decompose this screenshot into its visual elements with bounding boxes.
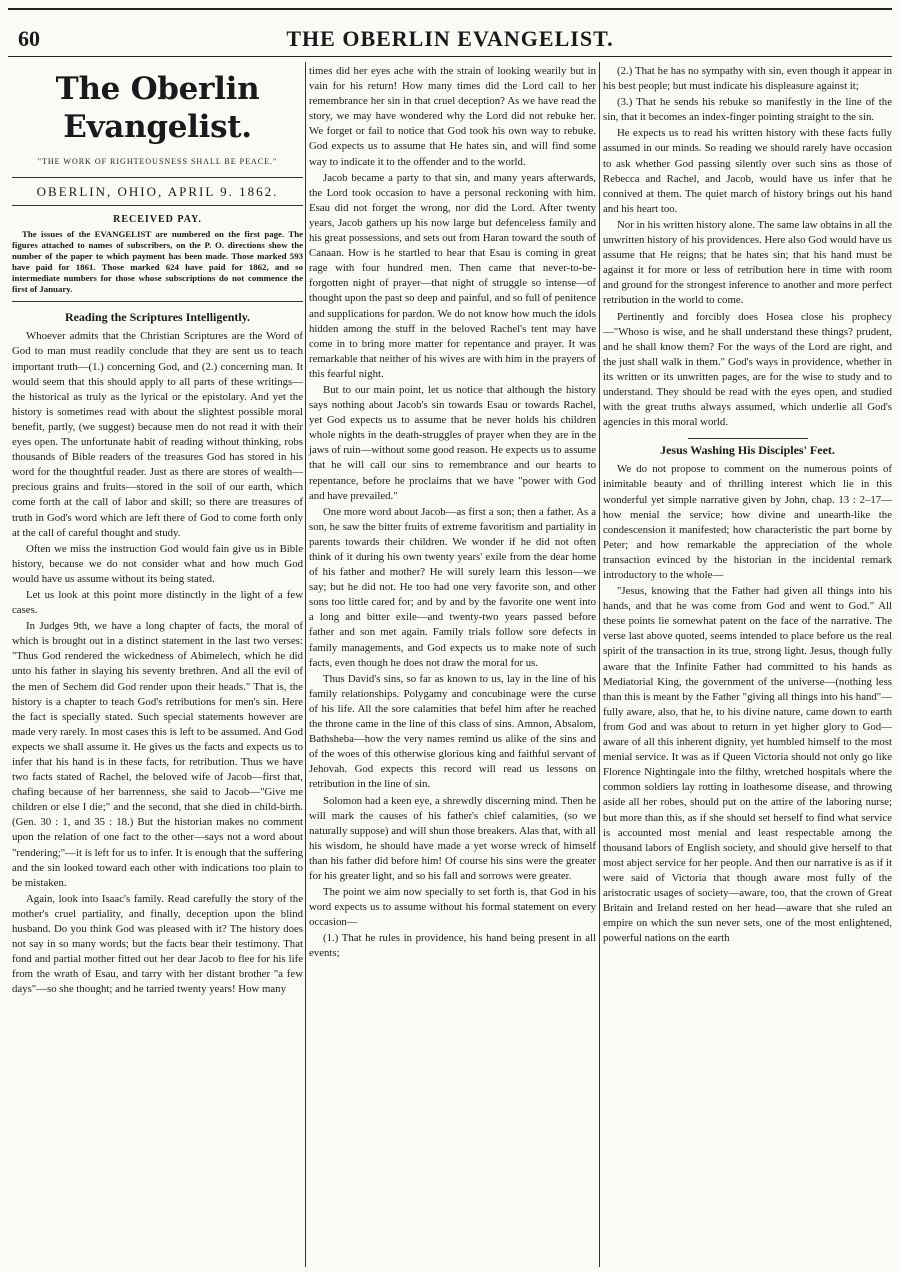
masthead-title: The Oberlin Evangelist. xyxy=(55,71,260,145)
dateline: OBERLIN, OHIO, APRIL 9. 1862. xyxy=(12,177,303,206)
article-paragraph: Pertinently and forcibly does Hosea close his prophecy—"Whoso is wise, and he shall understand these things? prudent, and he shall know them? For the ways of the Lord are right, and the just shall walk in them." God's ways in providence, whether in its written or its unwritten pages, are for the wise to study and to understand. They should be read with the eyes open, and studied with the great truths always assumed, which underlie all God's agencies in this moral world. xyxy=(603,310,892,429)
column-1 xyxy=(12,64,303,999)
article-paragraph: (2.) That he has no sympathy with sin, even though it appear in his best people; but must indicate his displeasure against it; xyxy=(603,65,892,93)
article-paragraph: times did her eyes ache with the strain of looking wearily but in vain for his return! How many times did the Lord call to her remembrance her sin in that cruel deception? As we have read the story, we may have wondered why the Lord did not rebuke her. We forget or fail to notice that God took his own way to rebuke. God expects us to assume that He hates sin, and will find some way to indicate it to the offender and to the world. xyxy=(309,65,596,168)
notice-text: The issues of the EVANGELIST are numbered on the first page. The figures attached to names of subscribers, on the P. O. directions show the number of the paper to which payment has been made. Those marked 593 have paid for 1861. Those marked 624 have paid for 1862, and so intermediate numbers for those whose subscriptions do not commence the first of January. xyxy=(12,229,303,302)
masthead-motto: "THE WORK OF RIGHTEOUSNESS SHALL BE PEACE." xyxy=(37,157,278,166)
running-title: THE OBERLIN EVANGELIST. xyxy=(286,26,614,51)
article-paragraph: Jacob became a party to that sin, and many years afterwards, the Lord took occasion to have a personal reckoning with him. Esau did not forget the wrong, nor did the Lord. After twenty years, Jacob gathers up his now large but defenceless family and his great possessions, and sets out from Haran toward the south of Canaan. How is he startled to hear that Esau is coming in great rage with four hundred men. Then came that never-to-be-forgotten night of prayer—that night of struggle so intense—of thought upon the past so deep and painful, and so full of penitence and supplications for pardon. We do not know how much the idols hidden among the stuff in the beloved Rachel's tent may have come in to bring more matter for repentance and prayer. It was remarkable that neither of his wives are with him in the prayers of this fearful night. xyxy=(309,171,596,380)
article-paragraph: Let us look at this point more distinctly in the light of a few cases. xyxy=(12,588,303,617)
article-paragraph: But to our main point, let us notice that although the history says nothing about Jacob's sin towards Esau or towards Rachel, yet God expects us to assume that he never holds his children whole nights in the death-struggles of prayer when they are in the jaws of ruin—without some good reason. He expects us to assume that he will call our sins to remembrance and our hearts to repentance, before he proclaims that we have "power with God and have prevailed." xyxy=(309,383,596,502)
top-border xyxy=(8,8,892,10)
article-paragraph: In Judges 9th, we have a long chapter of facts, the moral of which is brought out in a distinct statement in the last two verses: "Thus God rendered the wickedness of Abimelech, which he did unto his father in slaying his seventy brethren. And all the evil of the men of Sechem did God render upon their heads." That is, the history is a chapter to teach God's retributions for men's sin. Here the fact is specially stated. Such special statements however are made very rarely. In most cases this is left to be assumed. And God expects we shall assume it. He gives us the facts and expects us to infer that his hand is in these facts, for retribution. Thus we have two facts stated of Rachel, the beloved wife of Jacob—first that, chafing because of her barrenness, she said to Jacob—"Give me children or else I die;" and the second, that she died in child-birth. (Gen. 30 : 1, and 35 : 18.) But the historian makes no comment upon the relation of one fact to the other—says not a word about "rendering;"—it is left for us to infer. It is enough that the suffering and the sin looked toward each other with indications too plain to be mistaken. xyxy=(12,620,303,889)
article-paragraph: Thus David's sins, so far as known to us, lay in the line of his family relationships. Polygamy and concubinage were the curse of his life. All the sore calamities that befel him after he reached the throne came in the line of this class of sins. Amnon, Absalom, Bathsheba—how the very names remind us alike of the sins and of the woes of this otherwise glorious king and faithful servant of Jehovah. God expects this record will read us lessons on retribution in the line of sin. xyxy=(309,672,596,791)
article-paragraph: We do not propose to comment on the numerous points of inimitable beauty and of thrilling interest which lie in this wonderful yet simple narrative given by John, chap. 13 : 2–17—how menial the service; how divine and unearth-like the condescension it manifested; how characteristic the part borne by Peter; and how remarkable the appreciation of the whole transaction evinced by the historian in the incidental remark introductory to the whole— xyxy=(603,463,892,581)
article-paragraph: Whoever admits that the Christian Scriptures are the Word of God to man must readily conclude that they are sent us to teach important truth—(1.) concerning God, and (2.) concerning man. It would seem that this should apply to all parts of these writings—the historical as truly as the lyrical or the epistolary. And yet the history is sometimes read with about the slightest possible moral benefit, partly, (we suggest) because men do not read it with their eyes open. The unfortunate habit of reading without thinking, robs thousands of Bible readers of the treasures God has stored in his word for the thoughtful reader. Just as there are stores of wealth—precious grains and fruits—stored in the soil of our earth, which come forth at the call of labor and skill; so there are treasures of truth in God's word which are left there of God to come forth only at the call of careful thought and study. xyxy=(12,330,303,539)
column-divider-2 xyxy=(599,62,600,1267)
article-title: Reading the Scriptures Intelligently. xyxy=(64,310,251,325)
article-paragraph: One more word about Jacob—as first a son; then a father. As a son, he saw the bitter fruits of extreme favoritism and partiality in parents towards their children. We wonder if he did not often think of it during his own twenty years' exile from the dear home of his father and mother? He will surely learn this lesson—we say; but he did not. He too had one very favorite son, and other sons too little cared for; and by and by the favorite one went into a long and bitter exile—and twenty-two years passed before father and son met again. Family trials follow sore defects in family managements, and God expects us to make note of such facts, even though he does not draw the moral for us. xyxy=(309,505,596,669)
article-paragraph: (1.) That he rules in providence, his hand being present in all events; xyxy=(309,932,596,960)
column-divider-1 xyxy=(305,62,306,1267)
article-separator xyxy=(688,438,808,439)
article-paragraph: (3.) That he sends his rebuke so manifestly in the line of the sin, that it becomes an index-finger pointing straight to the sin. xyxy=(603,96,892,124)
article-paragraph: Again, look into Isaac's family. Read carefully the story of the mother's cruel partiality, and finally, deception upon the blind husband. Do you think God was pleased with it? The history does not say in so many words; but the facts bear their testimony. That fond and partial mother fitted out her dear Jacob to flee for his life from the wrath of Esau, and tarry with her distant brother "a few days"—so she thought; and he tarried twenty years! How many xyxy=(12,892,303,996)
article-paragraph: The point we aim now specially to set forth is, that God in his word expects us to assume without his formal statement on every occasion— xyxy=(309,886,596,929)
article-title: Jesus Washing His Disciples' Feet. xyxy=(660,443,835,458)
notice-title: RECEIVED PAY. xyxy=(113,214,202,226)
column-2 xyxy=(309,64,596,963)
article-paragraph: Often we miss the instruction God would fain give us in Bible history, because we do not consider what and how much God would have us assume without its being stated. xyxy=(12,542,303,585)
page-number: 60 xyxy=(18,26,40,51)
column-3 xyxy=(603,64,892,947)
page-header xyxy=(8,14,892,54)
header-rule xyxy=(8,56,892,57)
article-paragraph: "Jesus, knowing that the Father had given all things into his hands, and that he was come from God and went to God." All these points lie somewhat patent on the face of the narrative. The verse last above quoted, seems intended to place before us the real spirit of the transaction in its true, strong light. Jesus, though fully aware that the Infinite Father had committed to his hands as Mediatorial King, the government of the universe—(nothing less than this is meant by the Father "giving all things into his hand"—fully aware, also, that he, to his divine nature, came down to earth from God and was about to return in yet higher glory to God—aware of all this inherent dignity, yet humbled himself to the most menial service. It was as if Queen Victoria should not only go like Florence Nightingale into the filthy, wretched hospitals where the common soldiers lay rotting in loathesome disease, and throwing aside all her robes, should put on the attire of the laboring nurse; but more than this, as if she should set herself to find what service is accounted most menial and least respectable among the thousand labors of English society, and should give herself to that most abject service for her people. And then our narrative is as if it were said of Victoria that though aware most fully of the aristocratic usages of society—aware, too, that the crown of Great Britain and Ireland rested on her head—aware that she ruled an empire on which the sun never sets, one of the most enlightened, powerful nations on the earth xyxy=(603,585,892,945)
article-paragraph: He expects us to read his written history with these facts fully assumed in our minds. So reading we should rarely have occasion to ask whether God passing silently over such sins as those of Rebecca and Rachel, and Jacob, would have us infer that he connived at them. The quiet march of history brings out his hand and his heart too. xyxy=(603,127,892,215)
article-paragraph: Nor in his written history alone. The same law obtains in all the unwritten history of his providences. Here also God would have us assume that He reigns; that he hates sin; that his hand must be against it for more or less of retribution here in time with room and ground for the strongest inference to another and more perfect retribution in the world to come. xyxy=(603,218,892,307)
article-paragraph: Solomon had a keen eye, a shrewdly discerning mind. Then he will mark the causes of his father's chief calamities, (so we naturally suppose) and will shun those breakers. Alas that, with all his wisdom, he should have made a yet worse wreck of himself than his father did before him! Of course his sins were the greater for his greater light, and so his fall and sorrows were greater. xyxy=(309,794,596,882)
